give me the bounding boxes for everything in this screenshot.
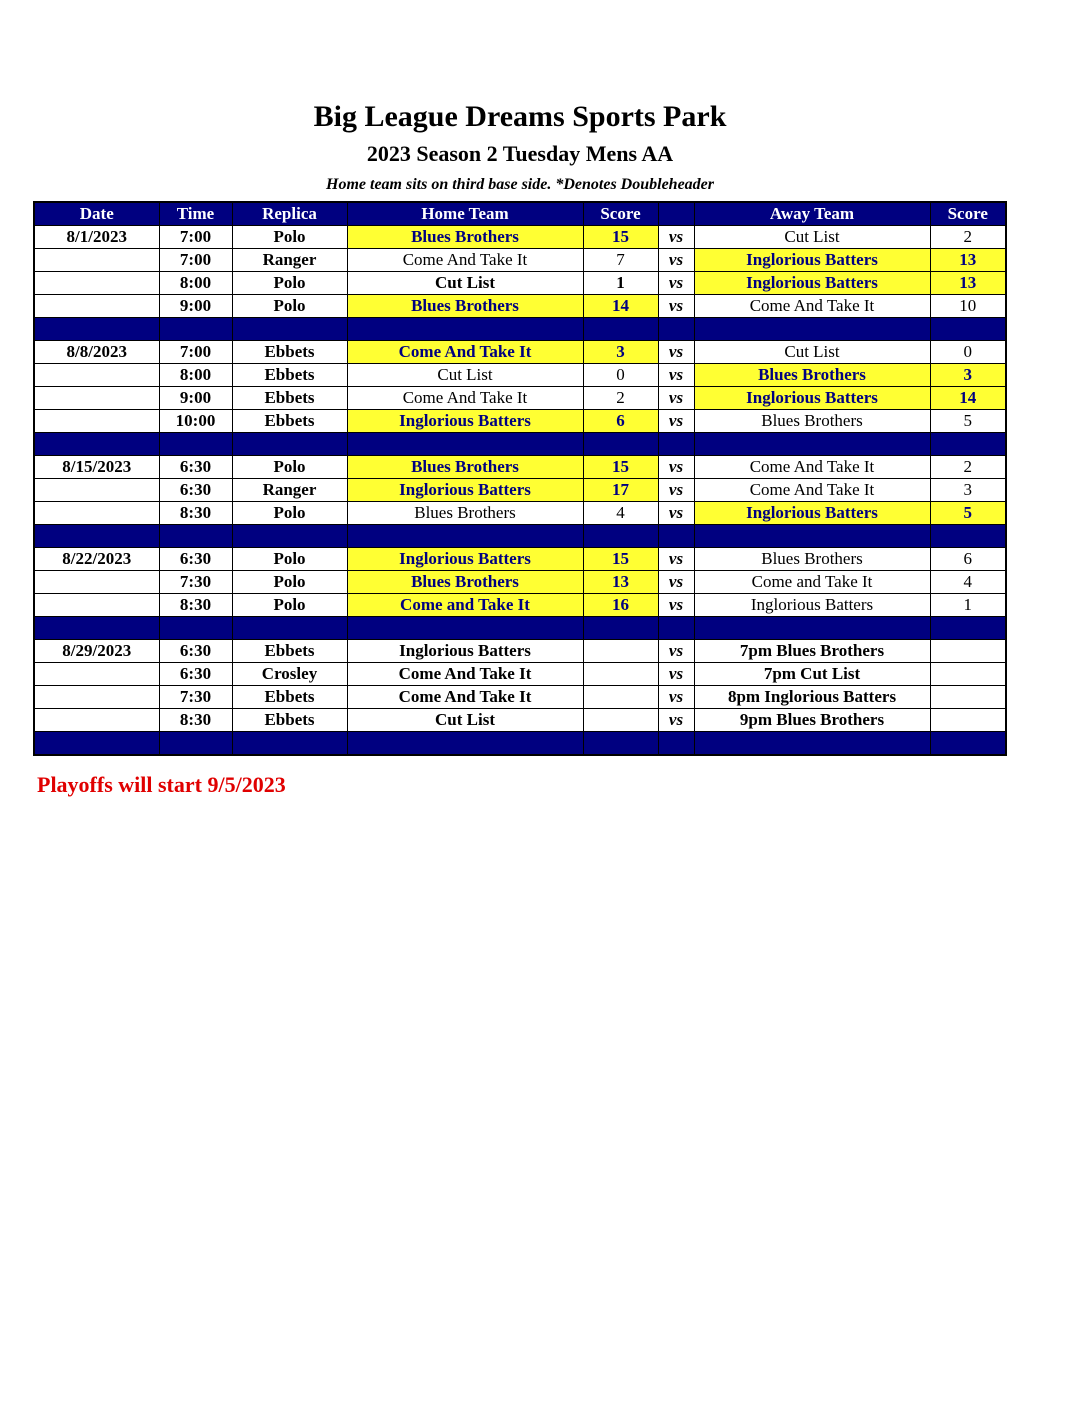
home-score-cell: 15 xyxy=(583,226,658,249)
table-row xyxy=(34,686,1006,709)
home-score-cell xyxy=(583,663,658,686)
vs-cell: vs xyxy=(658,548,694,571)
home-team-cell: Cut List xyxy=(347,272,583,295)
playoffs-note: Playoffs will start 9/5/2023 xyxy=(37,772,286,797)
away-team-cell: Come And Take It xyxy=(694,479,930,502)
time-cell: 9:00 xyxy=(159,295,232,318)
separator-cell xyxy=(583,433,658,456)
away-score-cell: 10 xyxy=(930,295,1006,318)
table-row xyxy=(34,226,1006,249)
date-cell xyxy=(34,502,159,525)
time-cell: 7:30 xyxy=(159,686,232,709)
separator-cell xyxy=(658,732,694,756)
away-score-cell xyxy=(930,640,1006,663)
home-team-cell: Come And Take It xyxy=(347,663,583,686)
away-team-cell: Come And Take It xyxy=(694,456,930,479)
date-cell xyxy=(34,594,159,617)
home-score-cell: 4 xyxy=(583,502,658,525)
replica-cell: Ebbets xyxy=(232,387,347,410)
vs-cell: vs xyxy=(658,594,694,617)
replica-cell: Polo xyxy=(232,502,347,525)
replica-cell: Ebbets xyxy=(232,640,347,663)
replica-cell: Polo xyxy=(232,456,347,479)
separator-cell xyxy=(34,525,159,548)
separator-cell xyxy=(583,525,658,548)
time-cell: 10:00 xyxy=(159,410,232,433)
separator-cell xyxy=(930,732,1006,756)
time-cell: 6:30 xyxy=(159,548,232,571)
separator-cell xyxy=(34,433,159,456)
separator-cell xyxy=(232,525,347,548)
separator-cell xyxy=(34,318,159,341)
home-team-cell: Come And Take It xyxy=(347,686,583,709)
table-row xyxy=(34,594,1006,617)
away-score-cell: 4 xyxy=(930,571,1006,594)
separator-cell xyxy=(930,525,1006,548)
home-team-cell: Blues Brothers xyxy=(347,456,583,479)
separator-cell xyxy=(658,525,694,548)
time-cell: 8:00 xyxy=(159,272,232,295)
home-score-cell: 14 xyxy=(583,295,658,318)
home-score-cell: 13 xyxy=(583,571,658,594)
home-team-cell: Come And Take It xyxy=(347,249,583,272)
vs-cell: vs xyxy=(658,709,694,732)
separator-cell xyxy=(583,617,658,640)
date-cell xyxy=(34,410,159,433)
home-score-cell: 2 xyxy=(583,387,658,410)
separator-cell xyxy=(347,617,583,640)
table-row xyxy=(34,249,1006,272)
table-row xyxy=(34,502,1006,525)
separator-cell xyxy=(658,318,694,341)
away-score-cell xyxy=(930,709,1006,732)
column-header-away-score: Score xyxy=(930,202,1006,226)
away-score-cell xyxy=(930,686,1006,709)
away-team-cell: Inglorious Batters xyxy=(694,594,930,617)
away-team-cell: 7pm Cut List xyxy=(694,663,930,686)
separator-cell xyxy=(930,617,1006,640)
separator-cell xyxy=(658,433,694,456)
vs-cell: vs xyxy=(658,456,694,479)
time-cell: 6:30 xyxy=(159,456,232,479)
home-team-cell: Blues Brothers xyxy=(347,502,583,525)
vs-cell: vs xyxy=(658,410,694,433)
table-row xyxy=(34,548,1006,571)
away-score-cell: 5 xyxy=(930,410,1006,433)
separator-cell xyxy=(232,617,347,640)
replica-cell: Polo xyxy=(232,594,347,617)
home-team-cell: Come And Take It xyxy=(347,341,583,364)
separator-cell xyxy=(34,732,159,756)
date-cell: 8/22/2023 xyxy=(34,548,159,571)
home-team-cell: Come And Take It xyxy=(347,387,583,410)
separator-cell xyxy=(694,525,930,548)
replica-cell: Ebbets xyxy=(232,686,347,709)
date-cell xyxy=(34,479,159,502)
home-team-cell: Inglorious Batters xyxy=(347,640,583,663)
date-cell xyxy=(34,387,159,410)
vs-cell: vs xyxy=(658,387,694,410)
column-header-date: Date xyxy=(34,202,159,226)
separator-cell xyxy=(930,318,1006,341)
away-team-cell: Cut List xyxy=(694,226,930,249)
time-cell: 8:30 xyxy=(159,502,232,525)
away-team-cell: Cut List xyxy=(694,341,930,364)
separator-cell xyxy=(232,318,347,341)
replica-cell: Crosley xyxy=(232,663,347,686)
away-score-cell: 3 xyxy=(930,479,1006,502)
time-cell: 7:00 xyxy=(159,341,232,364)
table-row xyxy=(34,571,1006,594)
home-team-cell: Cut List xyxy=(347,709,583,732)
separator-cell xyxy=(347,732,583,756)
page-title: Big League Dreams Sports Park xyxy=(313,100,727,133)
time-cell: 6:30 xyxy=(159,479,232,502)
away-score-cell: 13 xyxy=(930,249,1006,272)
home-score-cell: 0 xyxy=(583,364,658,387)
date-cell xyxy=(34,272,159,295)
home-score-cell xyxy=(583,709,658,732)
separator-cell xyxy=(34,617,159,640)
vs-cell: vs xyxy=(658,479,694,502)
time-cell: 8:00 xyxy=(159,364,232,387)
away-team-cell: Come and Take It xyxy=(694,571,930,594)
separator-cell xyxy=(159,433,232,456)
season-subtitle: 2023 Season 2 Tuesday Mens AA xyxy=(366,141,674,166)
away-score-cell: 3 xyxy=(930,364,1006,387)
date-cell: 8/1/2023 xyxy=(34,226,159,249)
time-cell: 6:30 xyxy=(159,640,232,663)
date-cell xyxy=(34,571,159,594)
separator-cell xyxy=(583,732,658,756)
separator-cell xyxy=(658,617,694,640)
separator-cell xyxy=(159,732,232,756)
date-cell xyxy=(34,249,159,272)
away-team-cell: Blues Brothers xyxy=(694,364,930,387)
separator-cell xyxy=(694,433,930,456)
separator-row xyxy=(34,433,1006,456)
replica-cell: Polo xyxy=(232,548,347,571)
column-header-home-team: Home Team xyxy=(347,202,583,226)
time-cell: 7:00 xyxy=(159,226,232,249)
schedule-table xyxy=(33,201,1007,756)
time-cell: 6:30 xyxy=(159,663,232,686)
schedule-body xyxy=(34,226,1006,756)
replica-cell: Ebbets xyxy=(232,341,347,364)
separator-cell xyxy=(347,525,583,548)
column-header-vs xyxy=(658,202,694,226)
away-score-cell: 5 xyxy=(930,502,1006,525)
away-score-cell: 2 xyxy=(930,226,1006,249)
separator-cell xyxy=(930,433,1006,456)
home-team-cell: Cut List xyxy=(347,364,583,387)
separator-cell xyxy=(159,525,232,548)
replica-cell: Polo xyxy=(232,295,347,318)
home-score-cell xyxy=(583,640,658,663)
replica-cell: Polo xyxy=(232,272,347,295)
replica-cell: Ebbets xyxy=(232,410,347,433)
home-score-cell: 6 xyxy=(583,410,658,433)
replica-cell: Ranger xyxy=(232,249,347,272)
time-cell: 9:00 xyxy=(159,387,232,410)
away-team-cell: Inglorious Batters xyxy=(694,249,930,272)
home-team-cell: Blues Brothers xyxy=(347,295,583,318)
vs-cell: vs xyxy=(658,663,694,686)
time-cell: 8:30 xyxy=(159,594,232,617)
table-row xyxy=(34,479,1006,502)
table-row xyxy=(34,364,1006,387)
time-cell: 8:30 xyxy=(159,709,232,732)
vs-cell: vs xyxy=(658,571,694,594)
date-cell xyxy=(34,364,159,387)
separator-cell xyxy=(232,433,347,456)
separator-row xyxy=(34,732,1006,756)
away-team-cell: Inglorious Batters xyxy=(694,502,930,525)
separator-row xyxy=(34,617,1006,640)
away-score-cell: 1 xyxy=(930,594,1006,617)
separator-cell xyxy=(694,617,930,640)
home-team-note: Home team sits on third base side. *Denotes Doubleheader xyxy=(326,176,714,193)
home-team-cell: Blues Brothers xyxy=(347,571,583,594)
replica-cell: Ebbets xyxy=(232,709,347,732)
home-score-cell: 15 xyxy=(583,548,658,571)
away-team-cell: Come And Take It xyxy=(694,295,930,318)
away-team-cell: Blues Brothers xyxy=(694,548,930,571)
table-row xyxy=(34,410,1006,433)
date-cell xyxy=(34,663,159,686)
table-row xyxy=(34,663,1006,686)
table-header-row xyxy=(34,202,1006,226)
time-cell: 7:00 xyxy=(159,249,232,272)
vs-cell: vs xyxy=(658,226,694,249)
replica-cell: Polo xyxy=(232,571,347,594)
away-score-cell: 6 xyxy=(930,548,1006,571)
vs-cell: vs xyxy=(658,364,694,387)
away-team-cell: 9pm Blues Brothers xyxy=(694,709,930,732)
home-team-cell: Come and Take It xyxy=(347,594,583,617)
away-score-cell: 2 xyxy=(930,456,1006,479)
table-row xyxy=(34,272,1006,295)
home-score-cell: 15 xyxy=(583,456,658,479)
column-header-home-score: Score xyxy=(583,202,658,226)
home-score-cell: 1 xyxy=(583,272,658,295)
replica-cell: Ranger xyxy=(232,479,347,502)
separator-cell xyxy=(159,318,232,341)
table-row xyxy=(34,295,1006,318)
separator-cell xyxy=(694,732,930,756)
separator-cell xyxy=(583,318,658,341)
away-score-cell: 14 xyxy=(930,387,1006,410)
away-team-cell: 8pm Inglorious Batters xyxy=(694,686,930,709)
column-header-away-team: Away Team xyxy=(694,202,930,226)
column-header-time: Time xyxy=(159,202,232,226)
separator-row xyxy=(34,318,1006,341)
home-team-cell: Inglorious Batters xyxy=(347,479,583,502)
column-header-replica: Replica xyxy=(232,202,347,226)
home-team-cell: Blues Brothers xyxy=(347,226,583,249)
home-team-cell: Inglorious Batters xyxy=(347,548,583,571)
replica-cell: Ebbets xyxy=(232,364,347,387)
home-score-cell: 16 xyxy=(583,594,658,617)
replica-cell: Polo xyxy=(232,226,347,249)
table-row xyxy=(34,456,1006,479)
home-score-cell: 3 xyxy=(583,341,658,364)
table-row xyxy=(34,387,1006,410)
vs-cell: vs xyxy=(658,272,694,295)
vs-cell: vs xyxy=(658,686,694,709)
date-cell: 8/8/2023 xyxy=(34,341,159,364)
vs-cell: vs xyxy=(658,249,694,272)
home-score-cell: 17 xyxy=(583,479,658,502)
table-row xyxy=(34,640,1006,663)
date-cell: 8/29/2023 xyxy=(34,640,159,663)
home-score-cell: 7 xyxy=(583,249,658,272)
date-cell: 8/15/2023 xyxy=(34,456,159,479)
date-cell xyxy=(34,295,159,318)
separator-row xyxy=(34,525,1006,548)
away-team-cell: 7pm Blues Brothers xyxy=(694,640,930,663)
table-row xyxy=(34,709,1006,732)
away-score-cell: 13 xyxy=(930,272,1006,295)
home-team-cell: Inglorious Batters xyxy=(347,410,583,433)
table-row xyxy=(34,341,1006,364)
home-score-cell xyxy=(583,686,658,709)
vs-cell: vs xyxy=(658,640,694,663)
date-cell xyxy=(34,686,159,709)
separator-cell xyxy=(347,433,583,456)
vs-cell: vs xyxy=(658,502,694,525)
separator-cell xyxy=(347,318,583,341)
separator-cell xyxy=(694,318,930,341)
vs-cell: vs xyxy=(658,341,694,364)
vs-cell: vs xyxy=(658,295,694,318)
separator-cell xyxy=(159,617,232,640)
away-team-cell: Inglorious Batters xyxy=(694,272,930,295)
away-score-cell: 0 xyxy=(930,341,1006,364)
date-cell xyxy=(34,709,159,732)
time-cell: 7:30 xyxy=(159,571,232,594)
away-score-cell xyxy=(930,663,1006,686)
away-team-cell: Blues Brothers xyxy=(694,410,930,433)
away-team-cell: Inglorious Batters xyxy=(694,387,930,410)
separator-cell xyxy=(232,732,347,756)
